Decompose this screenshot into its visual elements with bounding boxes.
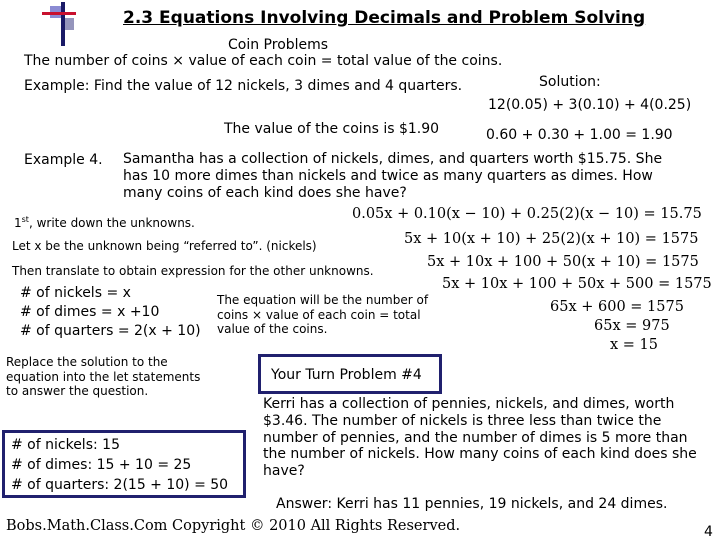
- page-number: 4: [704, 524, 713, 540]
- solution-line-2: 0.60 + 0.30 + 1.00 = 1.90: [486, 127, 673, 143]
- your-turn-problem: Kerri has a collection of pennies, nickels, and dimes, worth $3.46. The number of nickels is three less than twice the number of pennies, and the number of dimes is 5 more than the number of nickels. How many coins of each kind does she have?: [263, 396, 697, 480]
- coin-value-text: The value of the coins is $1.90: [224, 121, 440, 137]
- page-title: 2.3 Equations Involving Decimals and Problem Solving: [123, 8, 646, 28]
- solution-label: Solution:: [539, 74, 601, 90]
- equation-line-4: 5x + 10x + 100 + 50x + 500 = 1575: [442, 276, 712, 292]
- step-1-rest: , write down the unknowns.: [28, 216, 195, 230]
- answers-box: [2, 430, 246, 498]
- footer-copyright: Bobs.Math.Class.Com Copyright © 2010 All Rights Reserved.: [6, 518, 461, 534]
- step-2: Let x be the unknown being “referred to”. (nickels): [12, 239, 317, 253]
- answer-dimes: # of dimes: 15 + 10 = 25: [11, 457, 192, 473]
- coin-problems-heading: Coin Problems: [228, 37, 329, 53]
- equation-note: The equation will be the number of coins × value of each coin = total value of the coins.: [217, 293, 429, 337]
- def-quarters: # of quarters = 2(x + 10): [20, 323, 201, 339]
- example-4-label: Example 4.: [24, 152, 103, 168]
- answer-quarters: # of quarters: 2(15 + 10) = 50: [11, 477, 229, 493]
- step-3: Then translate to obtain expression for the other unknowns.: [12, 264, 374, 278]
- equation-line-1: 0.05x + 0.10(x − 10) + 0.25(2)(x − 10) = 15.75: [352, 206, 702, 222]
- answer-nickels: # of nickels: 15: [11, 437, 120, 453]
- equation-line-5: 65x + 600 = 1575: [550, 299, 684, 315]
- equation-line-2: 5x + 10(x + 10) + 25(2)(x + 10) = 1575: [404, 231, 699, 247]
- example-4-problem: Samantha has a collection of nickels, dimes, and quarters worth $15.75. She has 10 more dimes than nickels and twice as many quarters as dimes. How many coins of each kind does she have?: [123, 151, 663, 202]
- decor-horizontal-bar: [42, 12, 76, 15]
- your-turn-heading: Your Turn Problem #4: [271, 367, 422, 383]
- coin-rule: The number of coins × value of each coin = total value of the coins.: [24, 53, 503, 69]
- your-turn-heading-box: [258, 354, 442, 394]
- step-1-sup: st: [21, 215, 29, 224]
- equation-line-7: x = 15: [610, 337, 658, 353]
- def-nickels: # of nickels = x: [20, 285, 131, 301]
- equation-line-3: 5x + 10x + 100 + 50(x + 10) = 1575: [427, 254, 699, 270]
- def-dimes: # of dimes = x +10: [20, 304, 160, 320]
- step-1-prefix: 1: [14, 216, 22, 230]
- decor-vertical-bar: [61, 2, 65, 46]
- your-turn-answer: Answer: Kerri has 11 pennies, 19 nickels, and 24 dimes.: [276, 496, 668, 512]
- step-1: [14, 215, 195, 230]
- replace-note: Replace the solution to the equation into the let statements to answer the question.: [6, 355, 201, 399]
- solution-line-1: 12(0.05) + 3(0.10) + 4(0.25): [488, 97, 692, 113]
- coin-example: Example: Find the value of 12 nickels, 3 dimes and 4 quarters.: [24, 78, 463, 94]
- equation-line-6: 65x = 975: [594, 318, 670, 334]
